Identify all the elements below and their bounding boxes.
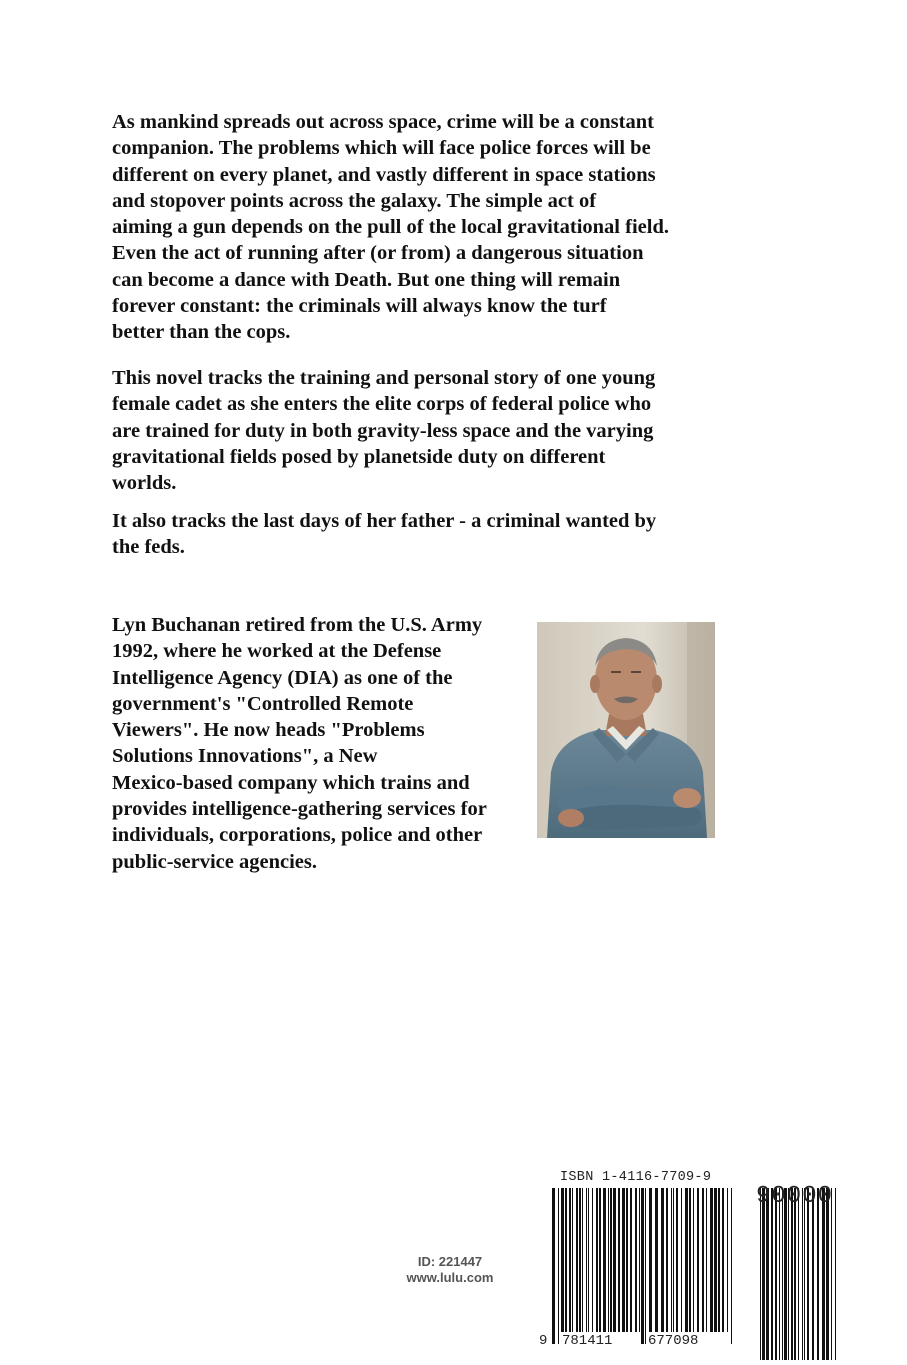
text-line: individuals, corporations, police and other xyxy=(112,824,483,847)
text-line: companion. The problems which will face police forces will be xyxy=(112,137,651,160)
barcode-first-digit: 9 xyxy=(539,1333,548,1349)
text-line: aiming a gun depends on the pull of the local gravitational field. xyxy=(112,216,669,239)
text-line: public-service agencies. xyxy=(112,850,317,873)
text-line: Intelligence Agency (DIA) as one of the xyxy=(112,666,453,689)
text-line: can become a dance with Death. But one thing will remain xyxy=(112,268,621,291)
text-line: the feds. xyxy=(112,536,185,559)
author-bio xyxy=(112,612,532,875)
text-line: worlds. xyxy=(112,472,177,495)
description-paragraph-2 xyxy=(112,365,752,496)
text-line: better than the cops. xyxy=(112,321,291,344)
text-line: forever constant: the criminals will always know the turf xyxy=(112,295,607,318)
text-line: This novel tracks the training and personal story of one young xyxy=(112,367,656,389)
text-line: Solutions Innovations", a New xyxy=(112,745,378,768)
text-line: gravitational fields posed by planetside duty on different xyxy=(112,445,606,468)
publisher-id: ID: 221447 xyxy=(417,1254,483,1269)
text-line: female cadet as she enters the elite corps of federal police who xyxy=(112,393,652,416)
text-line: 1992, where he worked at the Defense xyxy=(112,640,442,663)
description-paragraph-1 xyxy=(112,109,752,346)
publisher-url: www.lulu.com xyxy=(406,1270,494,1285)
text-line: It also tracks the last days of her father - a criminal wanted by xyxy=(112,510,657,532)
addon-barcode-bars xyxy=(760,1188,836,1360)
price-code: 90000 xyxy=(756,1183,834,1210)
isbn-label: ISBN 1-4116-7709-9 xyxy=(560,1170,712,1185)
text-line: Even the act of running after (or from) a dangerous situation xyxy=(112,242,644,265)
publisher-id-block xyxy=(390,1254,510,1286)
text-line: different on every planet, and vastly different in space stations xyxy=(112,163,656,186)
text-line: Lyn Buchanan retired from the U.S. Army xyxy=(112,614,483,636)
text-line: and stopover points across the galaxy. The simple act of xyxy=(112,189,597,212)
text-line: Mexico-based company which trains and xyxy=(112,771,470,794)
text-line: Viewers". He now heads "Problems xyxy=(112,719,425,742)
barcode-digits-group-1: 781411 xyxy=(562,1333,613,1349)
author-portrait-icon xyxy=(537,622,715,838)
main-barcode-bars xyxy=(552,1188,732,1344)
author-photo xyxy=(537,622,715,838)
description-paragraph-3 xyxy=(112,508,752,561)
text-line: government's "Controlled Remote xyxy=(112,692,414,715)
text-line: provides intelligence-gathering services for xyxy=(112,798,487,821)
barcode-digits-group-2: 677098 xyxy=(648,1333,699,1349)
text-line: are trained for duty in both gravity-less space and the varying xyxy=(112,419,654,442)
text-line: As mankind spreads out across space, crime will be a constant xyxy=(112,111,654,133)
